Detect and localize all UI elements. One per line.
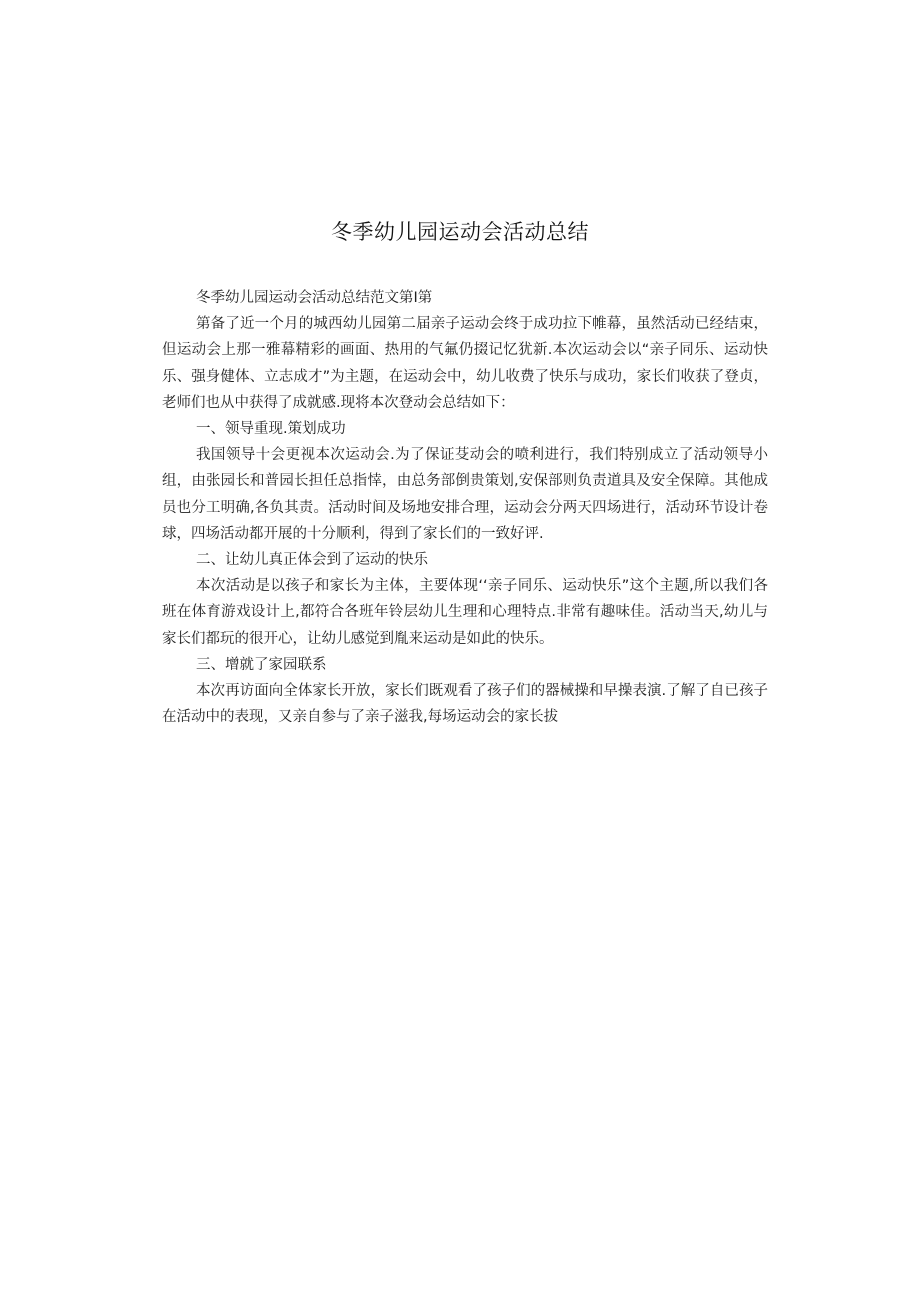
- paragraph-section-2: 本次活动是以孩子和家长为主体，主要体现‘‘亲子同乐、运动快乐”这个主题,所以我们各班在体育游戏设计上,都符合各班年铃层幼儿生理和心理特点.非常有趣味佳。活动当天,幼儿与家长们都玩的很开心，让幼儿感觉到胤来运动是如此的快乐。: [162, 578, 768, 647]
- document-subtitle: 冬季幼儿园运动会活动总结范文第I第: [196, 290, 433, 306]
- section-heading-1: 一、领导重现.策划成功: [196, 421, 346, 438]
- document-title: 冬季幼儿园运动会活动总结: [331, 220, 589, 244]
- paragraph-intro: 第备了近一个月的城西幼儿园第二届亲子运动会终于成功拉下帷幕，虽然活动已经结束，但运动会上那一雅幕精彩的画面、热用的气氟仍掇记忆犹新.本次运动会以“亲子同乐、运动快乐、强身健体、立志成才”为主题，在运动会中，幼儿收费了快乐与成功，家长们收获了登贞，老师们也从中获得了成就感.现将本次登动会总结如下：: [162, 316, 768, 411]
- document-body: [162, 285, 768, 730]
- paragraph-section-3: 本次再访面向全体家长开放，家长们既观看了孩子们的器械操和早操表演.了解了自已孩子在活动中的表现，又亲自参与了亲子滋我,每场运动会的家长拔: [162, 683, 768, 726]
- section-heading-2: 二、让幼儿真正体会到了运动的快乐: [196, 552, 428, 569]
- paragraph-section-1: 我国领导十会更视本次运动会.为了保证芟动会的喷利进行，我们特别成立了活动领导小组，由张园长和普园长担任总指悻，由总务部倒贵策划,安保部则负责道具及安全保障。其他成员也分工明确,各负其责。活动时间及场地安排合理，运动会分两天四场进行，活动环节设计卷球，四场活动都开展的十分顺利，得到了家长们的一致好评.: [162, 447, 768, 542]
- section-heading-3: 三、增就了家园联系: [196, 656, 327, 673]
